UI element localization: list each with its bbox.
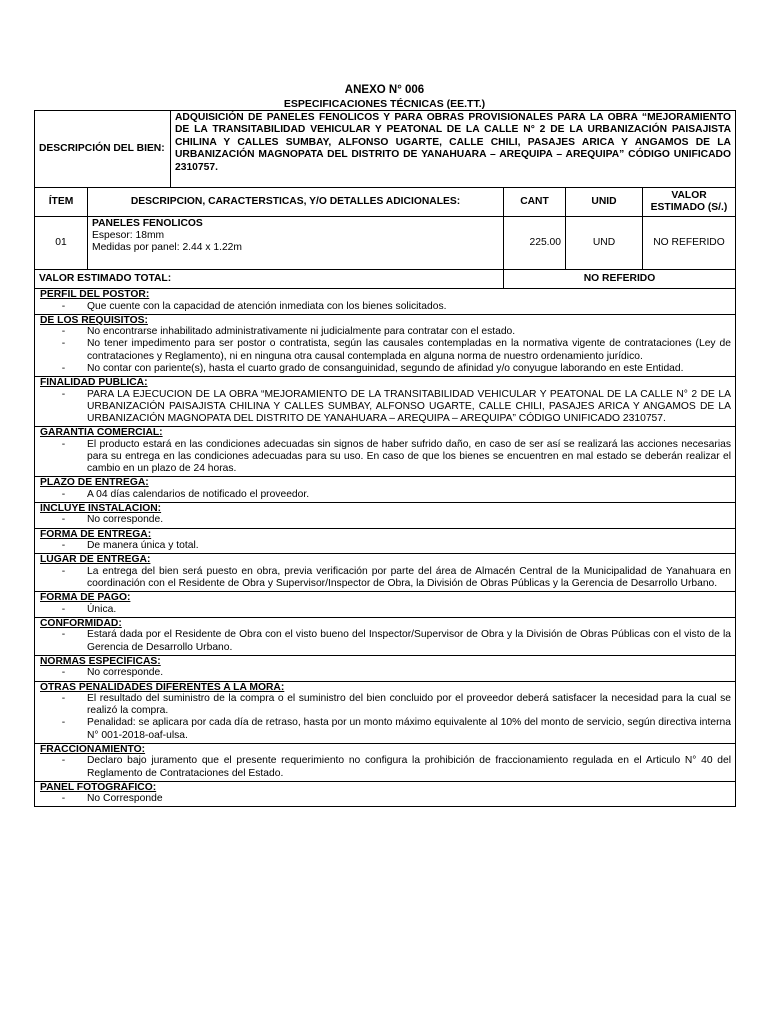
bullet-dash: - <box>61 326 66 338</box>
item-cant: 225.00 <box>504 217 566 270</box>
section-cell <box>35 528 736 554</box>
section-row <box>35 781 736 807</box>
header-unid: UNID <box>566 188 643 217</box>
section-title: OTRAS PENALIDADES DIFERENTES A LA MORA: <box>40 681 285 693</box>
item-number: 01 <box>35 217 88 270</box>
bullet-dash: - <box>61 667 66 679</box>
item-detail: Espesor: 18mm <box>92 230 165 242</box>
header-item: ÍTEM <box>35 188 88 217</box>
list-item-text: A 04 días calendarios de notificado el proveedor. <box>87 488 310 500</box>
section-cell <box>35 502 736 528</box>
list-item-text: No Corresponde <box>87 793 163 805</box>
bullet-dash: - <box>61 693 66 705</box>
annex-title: ANEXO N° 006 <box>344 84 425 96</box>
list-item-text: Penalidad: se aplicara por cada día de retraso, hasta por un monto máximo equivalente al 10% del monto de servicio, según directiva interna N° 001-2018-oaf-ulsa. <box>87 717 731 741</box>
list-item <box>40 566 731 590</box>
item-detail: Medidas por panel: 2.44 x 1.22m <box>92 242 242 254</box>
list-item <box>40 489 731 501</box>
section-cell <box>35 655 736 681</box>
list-item <box>40 326 731 338</box>
description-text: ADQUISICIÓN DE PANELES FENOLICOS Y PARA OBRAS PROVISIONALES PARA LA OBRA “MEJORAMIENTO DE LA TRANSITABILIDAD VEHICULAR Y PEATONAL DE LA CALLE N° 2 DE LA URBANIZACIÓN PAISAJISTA CHILINA Y CALLES SUMBAY, ALFONSO UGARTE, CALLE CHILI, PASAJES ARICA Y ANGAMOS DE LA URBANIZACIÓN MAGNOPATA DEL DISTRITO DE YANAHUARA – AREQUIPA – AREQUIPA” CÓDIGO UNIFICADO 2310757. <box>171 111 736 188</box>
description-row <box>35 111 736 188</box>
section-cell <box>35 477 736 503</box>
total-value: NO REFERIDO <box>504 270 736 289</box>
section-title: CONFORMIDAD: <box>40 617 122 629</box>
section-row <box>35 502 736 528</box>
bullet-dash: - <box>61 603 66 615</box>
list-item-text: Estará dada por el Residente de Obra con el visto bueno del Inspector/Supervisor de Obra y la División de Obras Públicas con el visto de la Gerencia de Desarrollo Urbano. <box>87 629 731 653</box>
list-item-text: No tener impedimento para ser postor o contratista, según las causales contempladas en la normativa vigente de contrataciones (Ley de contrataciones y Reglamento), ni en ninguna otra causal contemplada en alguna norma de nuestro ordenamiento jurídico. <box>87 338 731 362</box>
section-row <box>35 681 736 743</box>
item-description-cell <box>88 217 504 270</box>
total-label: VALOR ESTIMADO TOTAL: <box>35 270 504 289</box>
total-row <box>35 270 736 289</box>
section-cell <box>35 617 736 655</box>
list-item <box>40 514 731 526</box>
list-item-text: El producto estará en las condiciones adecuadas sin signos de haber sufrido daño, en caso de ser así se realizará las acciones necesarias para su entrega en las condiciones adecuadas para su uso. En caso de que los bienes se encuentren en mal estado se deberán realizar el cambio en un plazo de 24 horas. <box>87 438 731 475</box>
item-valor: NO REFERIDO <box>643 217 736 270</box>
list-item-text: PARA LA EJECUCION DE LA OBRA “MEJORAMIENTO DE LA TRANSITABILIDAD VEHICULAR Y PEATONAL DE LA CALLE N° 2 DE LA URBANIZACIÓN PAISAJISTA CHILINA Y CALLES SUMBAY, ALFONSO UGARTE, CALLE CHILI, PASAJES ARICA Y ANGAMOS DE LA URBANIZACIÓN MAGNOPATA DEL DISTRITO DE YANAHUARA – AREQUIPA – AREQUIPA” CÓDIGO UNIFICADO 2310757. <box>87 388 731 424</box>
section-cell <box>35 743 736 781</box>
list-item <box>40 755 731 779</box>
section-cell <box>35 377 736 427</box>
section-title: LUGAR DE ENTREGA: <box>40 554 151 566</box>
header-description: DESCRIPCION, CARACTERSTICAS, Y/O DETALLES ADICIONALES: <box>88 188 504 217</box>
annex-subtitle: ESPECIFICACIONES TÉCNICAS (EE.TT.) <box>283 98 486 110</box>
section-title: FRACCIONAMIENTO: <box>40 743 146 755</box>
bullet-dash: - <box>61 793 66 805</box>
section-cell <box>35 681 736 743</box>
list-item-text: Única. <box>87 603 117 615</box>
section-row <box>35 289 736 315</box>
bullet-dash: - <box>61 388 66 400</box>
list-item <box>40 439 731 476</box>
list-item-text: El resultado del suministro de la compra o el suministro del bien concluido por el proveedor deberá satisfacer la necesidad para la cual se realizó la compra. <box>87 693 731 717</box>
section-row <box>35 743 736 781</box>
sections-body <box>35 289 736 807</box>
item-row <box>35 217 736 270</box>
section-row <box>35 617 736 655</box>
bullet-dash: - <box>61 717 66 729</box>
section-title: FORMA DE ENTREGA: <box>40 528 152 540</box>
section-title: GARANTIA COMERCIAL: <box>40 427 163 439</box>
list-item-text: De manera única y total. <box>87 540 199 552</box>
list-item <box>40 604 731 616</box>
bullet-dash: - <box>61 362 66 374</box>
bullet-dash: - <box>61 338 66 350</box>
section-row <box>35 314 736 376</box>
bullet-dash: - <box>61 300 66 312</box>
section-row <box>35 592 736 618</box>
section-cell <box>35 427 736 477</box>
section-title: PERFIL DEL POSTOR: <box>40 289 150 300</box>
section-title: DE LOS REQUISITOS: <box>40 314 148 326</box>
section-title: INCLUYE INSTALACION: <box>40 502 162 514</box>
section-cell <box>35 592 736 618</box>
list-item <box>40 693 731 717</box>
section-title: NORMAS ESPECÍFICAS: <box>40 655 161 667</box>
list-item <box>40 363 731 375</box>
items-header-row <box>35 188 736 217</box>
list-item-text: No corresponde. <box>87 514 164 526</box>
spec-table <box>34 110 736 807</box>
document-page <box>34 84 735 807</box>
list-item <box>40 717 731 741</box>
section-row <box>35 528 736 554</box>
section-title: FORMA DE PAGO: <box>40 592 131 604</box>
section-row <box>35 655 736 681</box>
list-item-text: La entrega del bien será puesto en obra, previa verificación por parte del área de Almacén Central de la Municipalidad de Yanahuara en coordinación con el Residente de Obra y Supervisor/Inspector de Obra, la División de Obras Públicas y la Gerencia de Desarrollo Urbano. <box>87 565 731 590</box>
section-row <box>35 554 736 592</box>
bullet-dash: - <box>61 488 66 500</box>
list-item-text: Que cuente con la capacidad de atención inmediata con los bienes solicitados. <box>87 300 447 312</box>
header-valor: VALOR ESTIMADO (S/.) <box>643 188 736 217</box>
section-title: PANEL FOTOGRÁFICO: <box>40 781 157 793</box>
section-row <box>35 377 736 427</box>
section-cell <box>35 314 736 376</box>
bullet-dash: - <box>61 629 66 641</box>
header-cant: CANT <box>504 188 566 217</box>
list-item <box>40 301 731 313</box>
list-item-text: Declaro bajo juramento que el presente requerimiento no configura la prohibición de fraccionamiento regulada en el Articulo N° 40 del Reglamento de Contrataciones del Estado. <box>87 755 731 779</box>
list-item <box>40 338 731 362</box>
list-item <box>40 540 731 552</box>
bullet-dash: - <box>61 755 66 767</box>
item-name: PANELES FENOLICOS <box>92 218 203 229</box>
list-item <box>40 667 731 679</box>
section-cell <box>35 289 736 315</box>
bullet-dash: - <box>61 514 66 526</box>
bullet-dash: - <box>61 540 66 552</box>
section-row <box>35 477 736 503</box>
list-item <box>40 793 731 805</box>
section-title: FINALIDAD PUBLICA: <box>40 377 148 389</box>
list-item-text: No corresponde. <box>87 667 164 679</box>
list-item <box>40 389 731 426</box>
bullet-dash: - <box>61 438 66 450</box>
list-item-text: No contar con pariente(s), hasta el cuarto grado de consanguinidad, segundo de afinidad y/o conyugue laborando en este Entidad. <box>87 362 684 374</box>
list-item <box>40 629 731 653</box>
item-unid: UND <box>566 217 643 270</box>
section-row <box>35 427 736 477</box>
section-title: PLAZO DE ENTREGA: <box>40 477 149 489</box>
bullet-dash: - <box>61 565 66 577</box>
section-cell <box>35 781 736 807</box>
section-cell <box>35 554 736 592</box>
list-item-text: No encontrarse inhabilitado administrativamente ni judicialmente para contratar con el estado. <box>87 326 516 338</box>
description-label: DESCRIPCIÓN DEL BIEN: <box>35 111 171 188</box>
